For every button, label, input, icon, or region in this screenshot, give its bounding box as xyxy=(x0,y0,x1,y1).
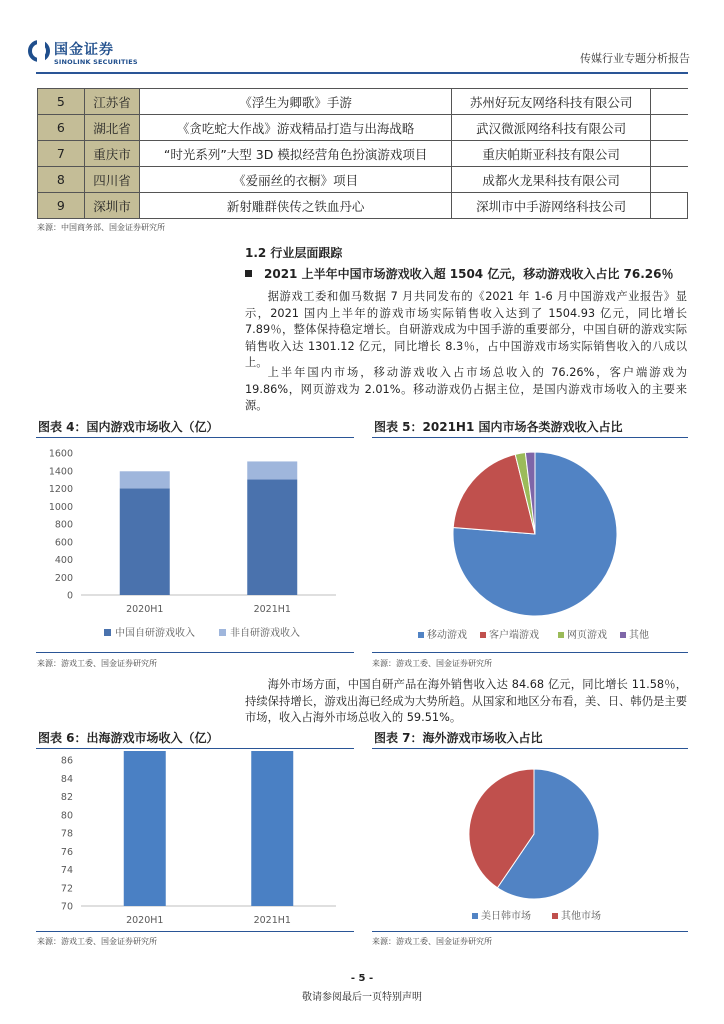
figure-5-source: 来源：游戏工委、国金证券研究所 xyxy=(372,659,492,668)
legend-label: 其他 xyxy=(629,630,649,641)
row-blank-cell xyxy=(651,115,688,141)
y-tick-label: 800 xyxy=(54,519,73,531)
figure-4-bottom-rule xyxy=(36,652,354,653)
x-tick-label: 2021H1 xyxy=(253,604,291,615)
row-blank-cell xyxy=(651,193,688,219)
y-tick-label: 78 xyxy=(60,828,73,840)
legend-label: 非自研游戏收入 xyxy=(230,628,300,639)
y-tick-label: 1200 xyxy=(48,484,73,495)
legend-label: 移动游戏 xyxy=(427,630,467,641)
logo-english-name: SINOLINK SECURITIES xyxy=(54,58,138,66)
table-row xyxy=(38,141,688,167)
figure-6-title xyxy=(36,728,354,749)
row-blank-cell xyxy=(651,167,688,193)
x-tick-label: 2021H1 xyxy=(253,915,291,926)
bar-2020H1-中国自研游戏收入 xyxy=(120,488,170,595)
page-number: - 5 - xyxy=(350,973,374,984)
x-tick-label: 2020H1 xyxy=(126,915,164,926)
row-blank-cell xyxy=(651,89,688,115)
y-tick-label: 70 xyxy=(60,901,73,913)
row-project: 新射雕群侠传之铁血丹心 xyxy=(140,193,452,219)
y-tick-label: 1600 xyxy=(48,448,73,460)
y-tick-label: 74 xyxy=(60,865,73,876)
y-tick-label: 76 xyxy=(60,846,73,858)
figure-4-title xyxy=(36,417,354,438)
paragraph-2: 上半年国内市场，移动游戏收入占市场总收入的 76.26%，客户端游戏为 19.86%，网页游戏为 2.01%。移动游戏仍占据主位，是国内游戏市场收入的主要来源。 xyxy=(245,366,687,412)
row-project: 《爱丽丝的衣橱》项目 xyxy=(140,167,452,193)
figure-6-title-text: 图表 6：出海游戏市场收入（亿） xyxy=(38,731,219,745)
y-tick-label: 200 xyxy=(54,572,73,584)
row-blank-cell xyxy=(651,141,688,167)
row-project: 《贪吃蛇大作战》游戏精品打造与出海战略 xyxy=(140,115,452,141)
bar-2021H1-非自研游戏收入 xyxy=(247,461,297,479)
figure-5-bottom-rule xyxy=(372,652,688,653)
y-tick-label: 84 xyxy=(60,773,73,785)
bullet-square-icon xyxy=(245,270,252,277)
disclaimer-note: 敬请参阅最后一页特别声明 xyxy=(302,992,422,1003)
y-tick-label: 72 xyxy=(60,883,73,895)
row-province: 深圳市 xyxy=(84,193,140,219)
legend-swatch xyxy=(480,632,486,638)
paragraph-3: 海外市场方面，中国自研产品在海外销售收入达 84.68 亿元，同比增长 11.58％，持续保持增长，游戏出海已经成为大势所趋。从国家和地区分布看，美、日、韩仍是主要市场，收入占海外市场总收入的 59.51%。 xyxy=(245,678,687,724)
row-province: 四川省 xyxy=(84,167,140,193)
legend-swatch xyxy=(552,913,558,919)
table-source: 来源：中国商务部、国金证券研究所 xyxy=(37,223,165,232)
table-row xyxy=(38,89,688,115)
row-number: 8 xyxy=(38,167,85,193)
table-row xyxy=(38,115,688,141)
row-number: 6 xyxy=(38,115,85,141)
figure-5-title xyxy=(372,417,688,438)
company-logo xyxy=(28,38,158,72)
figure-6-chart xyxy=(36,751,354,931)
bullet-point xyxy=(245,265,673,282)
table-row xyxy=(38,167,688,193)
legend-swatch xyxy=(620,632,626,638)
legend-label: 其他市场 xyxy=(561,911,601,922)
legend-swatch xyxy=(104,629,111,636)
figure-7-title-text: 图表 7：海外游戏市场收入占比 xyxy=(374,731,543,745)
project-table xyxy=(37,88,688,219)
row-company: 武汉微派网络科技有限公司 xyxy=(451,115,650,141)
x-tick-label: 2020H1 xyxy=(126,604,164,615)
y-tick-label: 400 xyxy=(54,555,73,566)
row-province: 湖北省 xyxy=(84,115,140,141)
legend-label: 网页游戏 xyxy=(567,630,607,641)
table-row xyxy=(38,193,688,219)
logo-chinese-name: 国金证券 xyxy=(54,42,114,58)
legend-swatch xyxy=(219,629,226,636)
legend-swatch xyxy=(558,632,564,638)
legend-label: 美日韩市场 xyxy=(481,911,531,922)
legend-label: 中国自研游戏收入 xyxy=(115,628,195,639)
figure-6-bottom-rule xyxy=(36,931,354,932)
y-tick-label: 80 xyxy=(60,810,73,822)
row-project: “时光系列”大型 3D 模拟经营角色扮演游戏项目 xyxy=(140,141,452,167)
legend-swatch xyxy=(418,632,424,638)
figure-7-source: 来源：游戏工委、国金证券研究所 xyxy=(372,937,492,946)
row-company: 成都火龙果科技有限公司 xyxy=(451,167,650,193)
row-number: 9 xyxy=(38,193,85,219)
figure-5-chart xyxy=(372,440,688,652)
y-tick-label: 86 xyxy=(60,755,73,767)
paragraph-1: 据游戏工委和伽马数据 7 月共同发布的《2021 年 1-6 月中国游戏产业报告》显示，2021 国内上半年的游戏市场实际销售收入达到了 1504.93 亿元，同比增长 7.89％，整体保持稳定增长。自研游戏成为中国手游的重要部分，中国自研的游戏实际销售收入达 1301.12 亿元，同比增长 8.3％，占中国游戏市场实际销售收入的八成以上。 xyxy=(245,290,687,369)
figure-7-title xyxy=(372,728,688,749)
row-province: 江苏省 xyxy=(84,89,140,115)
figure-4-title-text: 图表 4：国内游戏市场收入（亿） xyxy=(38,420,219,434)
row-number: 5 xyxy=(38,89,85,115)
logo-mark-icon xyxy=(28,40,50,62)
figure-7-chart xyxy=(372,751,688,931)
bullet-text: 2021 上半年中国市场游戏收入超 1504 亿元，移动游戏收入占比 76.26％ xyxy=(264,267,674,281)
bar-2020H1-value xyxy=(124,751,166,906)
y-tick-label: 1000 xyxy=(48,501,73,513)
section-heading: 1.2 行业层面跟踪 xyxy=(245,246,343,260)
row-number: 7 xyxy=(38,141,85,167)
legend-label: 客户端游戏 xyxy=(489,630,539,641)
y-tick-label: 0 xyxy=(66,590,73,602)
y-tick-label: 600 xyxy=(54,537,73,549)
row-company: 深圳市中手游网络科技公司 xyxy=(451,193,650,219)
y-tick-label: 82 xyxy=(60,792,73,803)
figure-4-chart xyxy=(36,440,354,652)
y-tick-label: 1400 xyxy=(48,466,73,478)
bar-2021H1-value xyxy=(251,751,293,906)
header-divider xyxy=(36,72,688,74)
row-province: 重庆市 xyxy=(84,141,140,167)
figure-6-source: 来源：游戏工委、国金证券研究所 xyxy=(37,937,157,946)
row-company: 苏州好玩友网络科技有限公司 xyxy=(451,89,650,115)
figure-5-title-text: 图表 5：2021H1 国内市场各类游戏收入占比 xyxy=(374,420,623,434)
legend-swatch xyxy=(472,913,478,919)
figure-4-source: 来源：游戏工委、国金证券研究所 xyxy=(37,659,157,668)
report-title: 传媒行业专题分析报告 xyxy=(580,52,690,65)
bar-2020H1-非自研游戏收入 xyxy=(120,471,170,488)
row-project: 《浮生为卿歌》手游 xyxy=(140,89,452,115)
bar-2021H1-中国自研游戏收入 xyxy=(247,480,297,595)
figure-7-bottom-rule xyxy=(372,931,688,932)
row-company: 重庆帕斯亚科技有限公司 xyxy=(451,141,650,167)
